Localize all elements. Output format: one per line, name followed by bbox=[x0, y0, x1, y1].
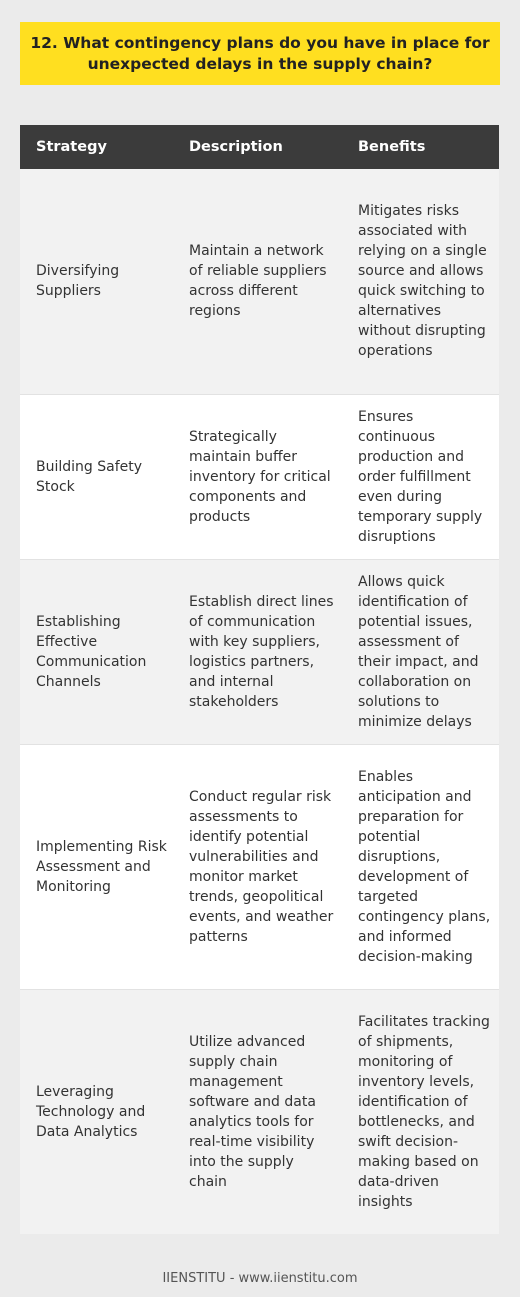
benefits-cell: Facilitates tracking of shipments, monitoring of inventory levels, identification of bottlenecks, and swift decision-making based on data-driven insights bbox=[342, 989, 499, 1234]
description-cell: Strategically maintain buffer inventory for critical components and products bbox=[173, 394, 342, 559]
strategy-cell: Diversifying Suppliers bbox=[20, 169, 173, 394]
contingency-plans-table bbox=[20, 125, 499, 1234]
benefits-cell: Mitigates risks associated with relying on a single source and allows quick switching to alternatives without disrupting operations bbox=[342, 169, 499, 394]
benefits-cell: Ensures continuous production and order fulfillment even during temporary supply disruptions bbox=[342, 394, 499, 559]
strategy-cell: Leveraging Technology and Data Analytics bbox=[20, 989, 173, 1234]
table-header-row bbox=[20, 125, 499, 169]
description-cell: Utilize advanced supply chain management software and data analytics tools for real-time visibility into the supply chain bbox=[173, 989, 342, 1234]
header-description: Description bbox=[173, 125, 342, 169]
table-row bbox=[20, 169, 499, 394]
footer-credit: IIENSTITU - www.iienstitu.com bbox=[162, 1271, 358, 1286]
page-title: 12. What contingency plans do you have in place for unexpected delays in the supply chain? bbox=[30, 33, 490, 73]
strategy-cell: Establishing Effective Communication Channels bbox=[20, 559, 173, 744]
description-cell: Maintain a network of reliable suppliers across different regions bbox=[173, 169, 342, 394]
title-banner bbox=[20, 22, 500, 85]
benefits-cell: Enables anticipation and preparation for potential disruptions, development of targeted contingency plans, and informed decision-making bbox=[342, 744, 499, 989]
table-row bbox=[20, 744, 499, 989]
benefits-cell: Allows quick identification of potential issues, assessment of their impact, and collaboration on solutions to minimize delays bbox=[342, 559, 499, 744]
strategy-cell: Implementing Risk Assessment and Monitoring bbox=[20, 744, 173, 989]
strategy-cell: Building Safety Stock bbox=[20, 394, 173, 559]
header-strategy: Strategy bbox=[20, 125, 173, 169]
description-cell: Establish direct lines of communication with key suppliers, logistics partners, and internal stakeholders bbox=[173, 559, 342, 744]
header-benefits: Benefits bbox=[342, 125, 499, 169]
table-row bbox=[20, 559, 499, 744]
description-cell: Conduct regular risk assessments to identify potential vulnerabilities and monitor market trends, geopolitical events, and weather patterns bbox=[173, 744, 342, 989]
table-row bbox=[20, 989, 499, 1234]
table-row bbox=[20, 394, 499, 559]
